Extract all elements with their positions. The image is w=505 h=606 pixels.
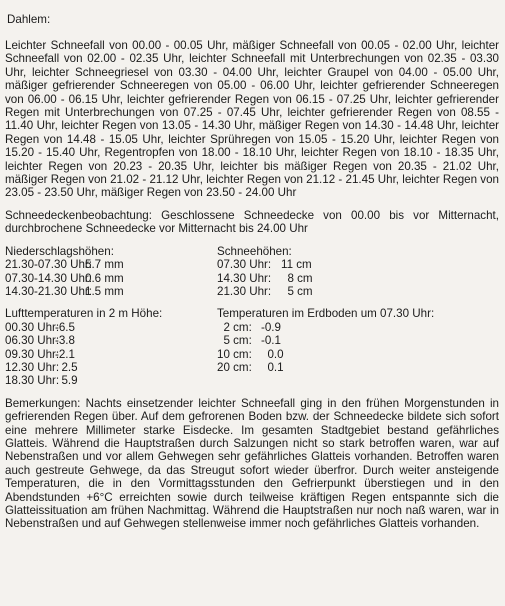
air-temperature-row (5, 334, 217, 347)
soil-temperature-row (217, 348, 499, 361)
soil-temperature-row (217, 361, 499, 374)
snow-depth-value: 8 cm (281, 271, 313, 285)
precipitation-row (5, 258, 217, 271)
snow-depth-row (217, 258, 499, 271)
air-temperature-title: Lufttemperaturen in 2 m Höhe: (5, 307, 163, 321)
snow-depth-value: 5 cm (281, 284, 313, 298)
air-temperature-time: 06.30 Uhr: (5, 334, 60, 348)
snow-depth-time: 14.30 Uhr: (217, 271, 272, 285)
soil-temperature-title: Temperaturen im Erdboden um 07.30 Uhr: (217, 307, 435, 321)
precipitation-row (5, 285, 217, 298)
precipitation-row (5, 272, 217, 285)
precip-snow-section (5, 245, 499, 299)
snow-depth-title: Schneehöhen: (217, 244, 292, 258)
remarks-paragraph: Bemerkungen: Nachts einsetzender leichter Schneefall ging in den frühen Morgenstunden in gefrierenden Regen über. Auf dem gefrorenen Boden bzw. der Schneedecke bildete sich sofort eine mehrere Millimeter starke Eisdecke. Im gesamten Stadtgebiet bestand gefährliches Glatteis. Während die Hauptstraßen durch Salzungen nicht so stark betroffen waren, war auf Nebenstraßen und vor allem Gehwegen sehr gefährliches Glatteis vorhanden. Betroffen waren auch gestreute Gehwege, da das Streugut sofort wieder überfror. Durch weiter ansteigende Temperaturen, die in den Vormittagsstunden den Gefrierpunkt überstiegen und in den Abendstunden +6°C erreichten sowie durch teilweise kräftigen Regen entspannte sich die Glatteissituation am frühen Nachmittag. Während die Hauptstraßen nur noch naß waren, war in Nebenstraßen und auf Gehwegen stellenweise immer noch gefährliches Glatteis vorhanden. (5, 396, 499, 531)
air-temperature-block (5, 307, 217, 387)
snow-depth-time: 21.30 Uhr: (217, 284, 272, 298)
air-temperature-time: 12.30 Uhr: (5, 360, 60, 374)
soil-temperature-value: 0.1 (261, 360, 284, 374)
soil-temperature-row (217, 334, 499, 347)
air-temperature-row (5, 374, 217, 387)
snow-depth-row (217, 285, 499, 298)
snow-depth-time: 07.30 Uhr: (217, 258, 272, 272)
air-temperature-row (5, 348, 217, 361)
precipitation-period: 14.30-21.30 Uhr: (5, 284, 93, 298)
air-temperature-value: 2.5 (55, 360, 78, 374)
air-temperature-value: -3.8 (55, 334, 75, 348)
precipitation-block (5, 245, 217, 299)
soil-temperature-value: -0.1 (261, 334, 281, 348)
soil-temperature-block (217, 307, 499, 387)
air-temperature-row (5, 321, 217, 334)
soil-depth: 2 cm: (217, 320, 252, 334)
temperature-section (5, 307, 499, 387)
precipitation-amount: 0.6 mm (85, 271, 124, 285)
air-temperature-time: 18.30 Uhr: (5, 374, 60, 388)
precipitation-period: 21.30-07.30 Uhr: (5, 258, 93, 272)
snow-depth-block (217, 245, 499, 299)
soil-temperature-value: -0.9 (261, 320, 281, 334)
air-temperature-time: 00.30 Uhr: (5, 320, 60, 334)
precipitation-amount: 5.7 mm (85, 258, 124, 272)
station-heading: Dahlem: (7, 13, 51, 26)
air-temperature-time: 09.30 Uhr: (5, 347, 60, 361)
snow-depth-value: 11 cm (281, 258, 312, 272)
soil-temperature-row (217, 321, 499, 334)
report-page (5, 13, 499, 531)
precipitation-period: 07.30-14.30 Uhr: (5, 271, 93, 285)
air-temperature-row (5, 361, 217, 374)
snow-cover-paragraph: Schneedeckenbeobachtung: Geschlossene Schneedecke von 00.00 bis vor Mitternacht, durchbrochene Schneedecke vor Mitternacht bis 24.00 Uhr (5, 208, 499, 236)
snow-depth-row (217, 272, 499, 285)
air-temperature-value: -2.1 (55, 347, 75, 361)
air-temperature-value: -6.5 (55, 320, 75, 334)
precipitation-amount: 1.5 mm (85, 284, 124, 298)
weather-paragraph: Leichter Schneefall von 00.00 - 00.05 Uhr, mäßiger Schneefall von 00.05 - 02.00 Uhr, leichter Schneefall von 02.00 - 02.35 Uhr, leichter Schneefall mit Unterbrechungen von 02.35 - 03.30 Uhr, leichter Schneegriesel von 03.30 - 04.00 Uhr, leichter Graupel von 04.00 - 05.00 Uhr, mäßiger gefrierender Schneeregen von 05.00 - 06.00 Uhr, leichter gefrierender Schneeregen von 06.00 - 06.15 Uhr, leichter gefrierender Regen von 06.15 - 07.25 Uhr, leichter gefrierender Regen mit Unterbrechungen von 07.25 - 07.45 Uhr, leichter gefrierender Regen von 08.55 - 11.40 Uhr, leichter Regen von 13.05 - 14.30 Uhr, mäßiger Regen von 14.30 - 14.48 Uhr, leichter Regen von 14.48 - 15.05 Uhr, leichter Sprühregen von 15.05 - 15.20 Uhr, leichter Regen von 15.20 - 15.40 Uhr, Regentropfen von 18.00 - 18.10 Uhr, leichter Regen von 18.10 - 18.35 Uhr, leichter Regen von 20.23 - 20.35 Uhr, leichter bis mäßiger Regen von 20.35 - 21.02 Uhr, mäßiger Regen von 21.02 - 21.12 Uhr, leichter Regen von 21.12 - 21.45 Uhr, leichter Regen von 23.05 - 23.50 Uhr, mäßiger Regen von 23.50 - 24.00 Uhr (5, 39, 499, 200)
precipitation-title: Niederschlagshöhen: (5, 244, 114, 258)
soil-depth: 5 cm: (217, 334, 252, 348)
air-temperature-value: 5.9 (55, 374, 78, 388)
soil-temperature-value: 0.0 (261, 347, 284, 361)
soil-depth: 10 cm: (217, 347, 252, 361)
soil-depth: 20 cm: (217, 360, 252, 374)
